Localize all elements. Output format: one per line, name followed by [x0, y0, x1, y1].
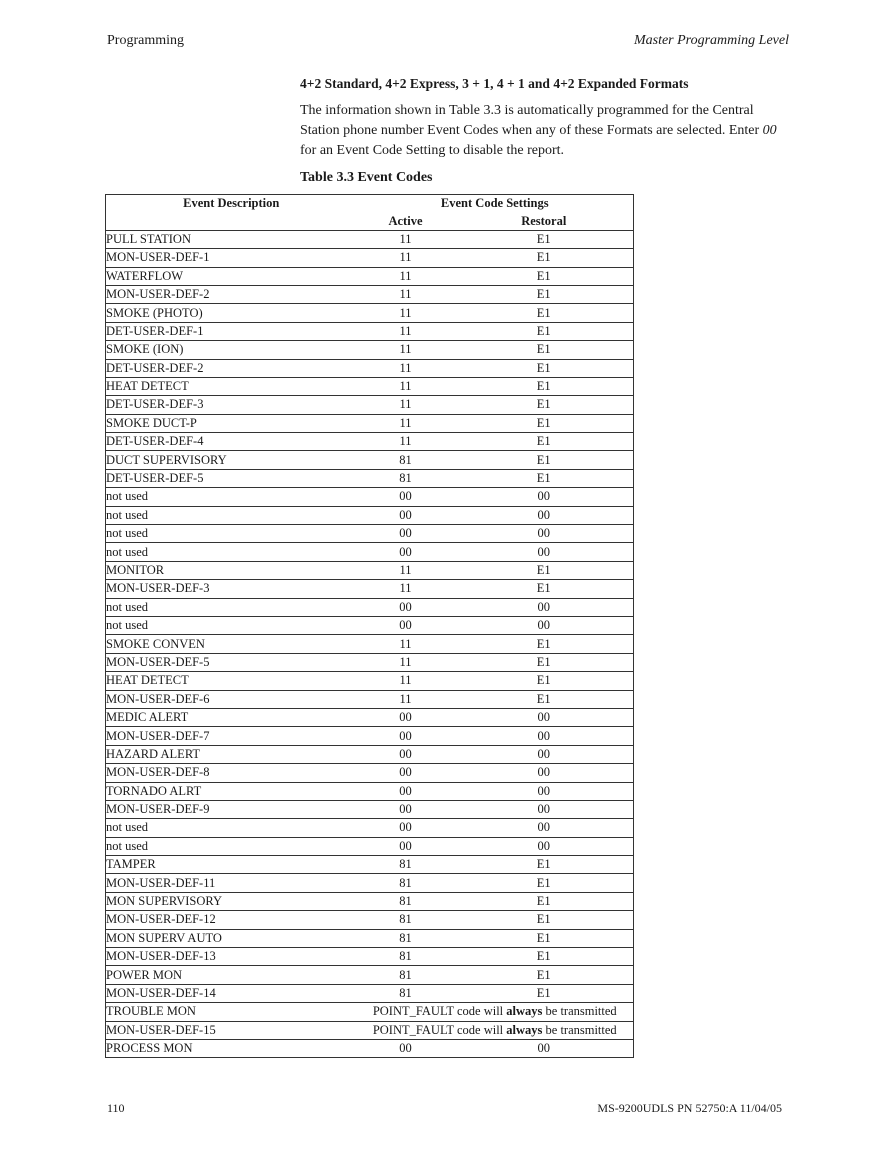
table-row [106, 249, 634, 267]
event-description-cell: TORNADO ALRT [106, 782, 357, 800]
event-description-cell: DET-USER-DEF-2 [106, 359, 357, 377]
event-codes-table [105, 194, 634, 1058]
restoral-code-cell: 00 [455, 782, 634, 800]
active-code-cell: 00 [357, 800, 455, 818]
intro-text-2: for an Event Code Setting to disable the report. [300, 143, 564, 158]
table-row [106, 672, 634, 690]
active-code-cell: 11 [357, 267, 455, 285]
active-code-cell: 00 [357, 727, 455, 745]
active-code-cell: 81 [357, 984, 455, 1002]
running-header-chapter: Master Programming Level [633, 33, 789, 48]
event-description-cell: HEAT DETECT [106, 377, 357, 395]
event-description-cell: not used [106, 598, 357, 616]
table-row [106, 304, 634, 322]
event-description-cell: MON-USER-DEF-9 [106, 800, 357, 818]
restoral-code-cell: E1 [455, 672, 634, 690]
intro-text-1: The information shown in Table 3.3 is automatically programmed for the Central Station phone number Event Codes when any of these Formats are selected. Enter [300, 103, 763, 138]
table-header-row [106, 195, 634, 213]
table-row [106, 488, 634, 506]
table-row [106, 984, 634, 1002]
active-code-cell: 00 [357, 506, 455, 524]
restoral-code-cell: E1 [455, 929, 634, 947]
table-row [106, 469, 634, 487]
event-description-cell: not used [106, 837, 357, 855]
table-row [106, 1021, 634, 1039]
event-description-cell: SMOKE (PHOTO) [106, 304, 357, 322]
table-row [106, 580, 634, 598]
event-description-cell: SMOKE (ION) [106, 341, 357, 359]
restoral-code-cell: 00 [455, 525, 634, 543]
table-row [106, 819, 634, 837]
section-title: 4+2 Standard, 4+2 Express, 3 + 1, 4 + 1 and 4+2 Expanded Formats [300, 76, 689, 91]
table-row [106, 856, 634, 874]
active-code-cell: 11 [357, 285, 455, 303]
event-description-cell: not used [106, 819, 357, 837]
table-row [106, 285, 634, 303]
restoral-code-cell: E1 [455, 561, 634, 579]
table-row [106, 708, 634, 726]
event-description-cell: DET-USER-DEF-5 [106, 469, 357, 487]
event-description-cell: MON-USER-DEF-5 [106, 653, 357, 671]
active-code-cell: 81 [357, 911, 455, 929]
table-row [106, 929, 634, 947]
event-description-cell: MON-USER-DEF-8 [106, 764, 357, 782]
table-row [106, 1039, 634, 1057]
event-description-cell: SMOKE DUCT-P [106, 414, 357, 432]
active-code-cell: 00 [357, 837, 455, 855]
event-description-cell: MON-USER-DEF-6 [106, 690, 357, 708]
table-row [106, 800, 634, 818]
active-code-cell: 00 [357, 525, 455, 543]
event-description-cell: POWER MON [106, 966, 357, 984]
restoral-code-cell: E1 [455, 451, 634, 469]
note-text-pre: POINT_FAULT code will [372, 1022, 507, 1037]
intro-paragraph [300, 101, 790, 161]
restoral-code-cell: 00 [455, 598, 634, 616]
header-active: Active [388, 213, 423, 228]
restoral-code-cell: E1 [455, 892, 634, 910]
restoral-code-cell: 00 [455, 506, 634, 524]
table-row [106, 359, 634, 377]
event-description-cell: not used [106, 616, 357, 634]
table-row [106, 598, 634, 616]
active-code-cell: 11 [357, 322, 455, 340]
event-description-cell: SMOKE CONVEN [106, 635, 357, 653]
restoral-code-cell: E1 [455, 267, 634, 285]
header-blank [106, 212, 357, 230]
restoral-code-cell: E1 [455, 304, 634, 322]
event-description-cell: DET-USER-DEF-3 [106, 396, 357, 414]
active-code-cell: 11 [357, 672, 455, 690]
table-row [106, 764, 634, 782]
note-text-post: be transmitted [542, 1004, 617, 1019]
active-code-cell: 00 [357, 543, 455, 561]
restoral-code-cell: E1 [455, 322, 634, 340]
merged-code-note-cell [357, 1021, 634, 1039]
table-row [106, 543, 634, 561]
restoral-code-cell: E1 [455, 359, 634, 377]
table-row [106, 782, 634, 800]
restoral-code-cell: E1 [455, 341, 634, 359]
active-code-cell: 11 [357, 359, 455, 377]
event-description-cell: HAZARD ALERT [106, 745, 357, 763]
table-row [106, 892, 634, 910]
restoral-code-cell: E1 [455, 396, 634, 414]
note-text-bold: always [506, 1004, 543, 1019]
note-text-pre: POINT_FAULT code will [372, 1004, 507, 1019]
event-description-cell: PROCESS MON [106, 1039, 357, 1057]
document-id: MS-9200UDLS PN 52750:A 11/04/05 [597, 1101, 782, 1115]
restoral-code-cell: E1 [455, 285, 634, 303]
active-code-cell: 81 [357, 948, 455, 966]
event-description-cell: MON-USER-DEF-1 [106, 249, 357, 267]
table-row [106, 451, 634, 469]
restoral-code-cell: E1 [455, 230, 634, 248]
event-description-cell: not used [106, 525, 357, 543]
table-row [106, 837, 634, 855]
active-code-cell: 00 [357, 598, 455, 616]
running-header-section: Programming [107, 33, 184, 48]
table-row [106, 377, 634, 395]
active-code-cell: 11 [357, 341, 455, 359]
header-event-description: Event Description [106, 195, 357, 213]
table-row [106, 948, 634, 966]
restoral-code-cell: E1 [455, 911, 634, 929]
active-code-cell: 81 [357, 469, 455, 487]
table-row [106, 653, 634, 671]
table-row [106, 230, 634, 248]
table-row [106, 506, 634, 524]
event-description-cell: MON-USER-DEF-14 [106, 984, 357, 1002]
restoral-code-cell: E1 [455, 856, 634, 874]
restoral-code-cell: E1 [455, 377, 634, 395]
event-description-cell: MON-USER-DEF-12 [106, 911, 357, 929]
restoral-code-cell: 00 [455, 616, 634, 634]
event-description-cell: DET-USER-DEF-1 [106, 322, 357, 340]
header-event-code-settings: Event Code Settings [357, 195, 634, 213]
event-description-cell: DET-USER-DEF-4 [106, 433, 357, 451]
restoral-code-cell: E1 [455, 966, 634, 984]
table-row [106, 727, 634, 745]
table-row [106, 874, 634, 892]
table-row [106, 616, 634, 634]
active-code-cell: 11 [357, 653, 455, 671]
restoral-code-cell: 00 [455, 1039, 634, 1057]
event-description-cell: MON-USER-DEF-3 [106, 580, 357, 598]
active-code-cell: 11 [357, 230, 455, 248]
table-body [106, 230, 634, 1058]
restoral-code-cell: E1 [455, 469, 634, 487]
active-code-cell: 81 [357, 856, 455, 874]
event-description-cell: MEDIC ALERT [106, 708, 357, 726]
active-code-cell: 00 [357, 708, 455, 726]
restoral-code-cell: E1 [455, 635, 634, 653]
active-code-cell: 00 [357, 764, 455, 782]
active-code-cell: 00 [357, 1039, 455, 1057]
table-caption: Table 3.3 Event Codes [300, 170, 433, 185]
event-description-cell: MON-USER-DEF-7 [106, 727, 357, 745]
restoral-code-cell: 00 [455, 764, 634, 782]
table-row [106, 322, 634, 340]
active-code-cell: 11 [357, 635, 455, 653]
event-description-cell: not used [106, 488, 357, 506]
event-description-cell: PULL STATION [106, 230, 357, 248]
table-row [106, 267, 634, 285]
active-code-cell: 11 [357, 377, 455, 395]
active-code-cell: 81 [357, 451, 455, 469]
table-row [106, 1003, 634, 1021]
restoral-code-cell: E1 [455, 433, 634, 451]
event-description-cell: TROUBLE MON [106, 1003, 357, 1021]
event-description-cell: MON-USER-DEF-15 [106, 1021, 357, 1039]
table-row [106, 911, 634, 929]
table-row [106, 966, 634, 984]
header-restoral: Restoral [521, 213, 567, 228]
restoral-code-cell: 00 [455, 800, 634, 818]
table-row [106, 414, 634, 432]
restoral-code-cell: E1 [455, 984, 634, 1002]
restoral-code-cell: 00 [455, 543, 634, 561]
table-row [106, 690, 634, 708]
event-description-cell: WATERFLOW [106, 267, 357, 285]
note-text-post: be transmitted [542, 1022, 617, 1037]
table-row [106, 745, 634, 763]
event-description-cell: MONITOR [106, 561, 357, 579]
event-description-cell: HEAT DETECT [106, 672, 357, 690]
restoral-code-cell: E1 [455, 414, 634, 432]
intro-italic-code: 00 [762, 123, 777, 138]
restoral-code-cell: 00 [455, 488, 634, 506]
event-description-cell: TAMPER [106, 856, 357, 874]
active-code-cell: 00 [357, 819, 455, 837]
event-description-cell: not used [106, 543, 357, 561]
table-row [106, 341, 634, 359]
event-description-cell: MON-USER-DEF-11 [106, 874, 357, 892]
event-description-cell: MON-USER-DEF-2 [106, 285, 357, 303]
active-code-cell: 81 [357, 929, 455, 947]
restoral-code-cell: 00 [455, 837, 634, 855]
active-code-cell: 11 [357, 304, 455, 322]
restoral-code-cell: 00 [455, 708, 634, 726]
active-code-cell: 81 [357, 966, 455, 984]
restoral-code-cell: E1 [455, 580, 634, 598]
event-description-cell: MON SUPERVISORY [106, 892, 357, 910]
note-text-bold: always [506, 1022, 543, 1037]
restoral-code-cell: 00 [455, 745, 634, 763]
active-code-cell: 81 [357, 874, 455, 892]
table-row [106, 525, 634, 543]
event-description-cell: DUCT SUPERVISORY [106, 451, 357, 469]
active-code-cell: 11 [357, 433, 455, 451]
active-code-cell: 00 [357, 782, 455, 800]
active-code-cell: 11 [357, 580, 455, 598]
table-row [106, 433, 634, 451]
restoral-code-cell: 00 [455, 727, 634, 745]
active-code-cell: 11 [357, 396, 455, 414]
table-subheader-row [106, 212, 634, 230]
active-code-cell: 00 [357, 616, 455, 634]
active-code-cell: 00 [357, 745, 455, 763]
event-description-cell: MON-USER-DEF-13 [106, 948, 357, 966]
restoral-code-cell: E1 [455, 653, 634, 671]
active-code-cell: 00 [357, 488, 455, 506]
event-description-cell: MON SUPERV AUTO [106, 929, 357, 947]
active-code-cell: 11 [357, 249, 455, 267]
active-code-cell: 11 [357, 561, 455, 579]
event-description-cell: not used [106, 506, 357, 524]
table-row [106, 561, 634, 579]
restoral-code-cell: 00 [455, 819, 634, 837]
page-number: 110 [107, 1101, 125, 1115]
restoral-code-cell: E1 [455, 690, 634, 708]
restoral-code-cell: E1 [455, 874, 634, 892]
table-row [106, 635, 634, 653]
table-row [106, 396, 634, 414]
active-code-cell: 81 [357, 892, 455, 910]
active-code-cell: 11 [357, 414, 455, 432]
restoral-code-cell: E1 [455, 249, 634, 267]
active-code-cell: 11 [357, 690, 455, 708]
restoral-code-cell: E1 [455, 948, 634, 966]
merged-code-note-cell [357, 1003, 634, 1021]
